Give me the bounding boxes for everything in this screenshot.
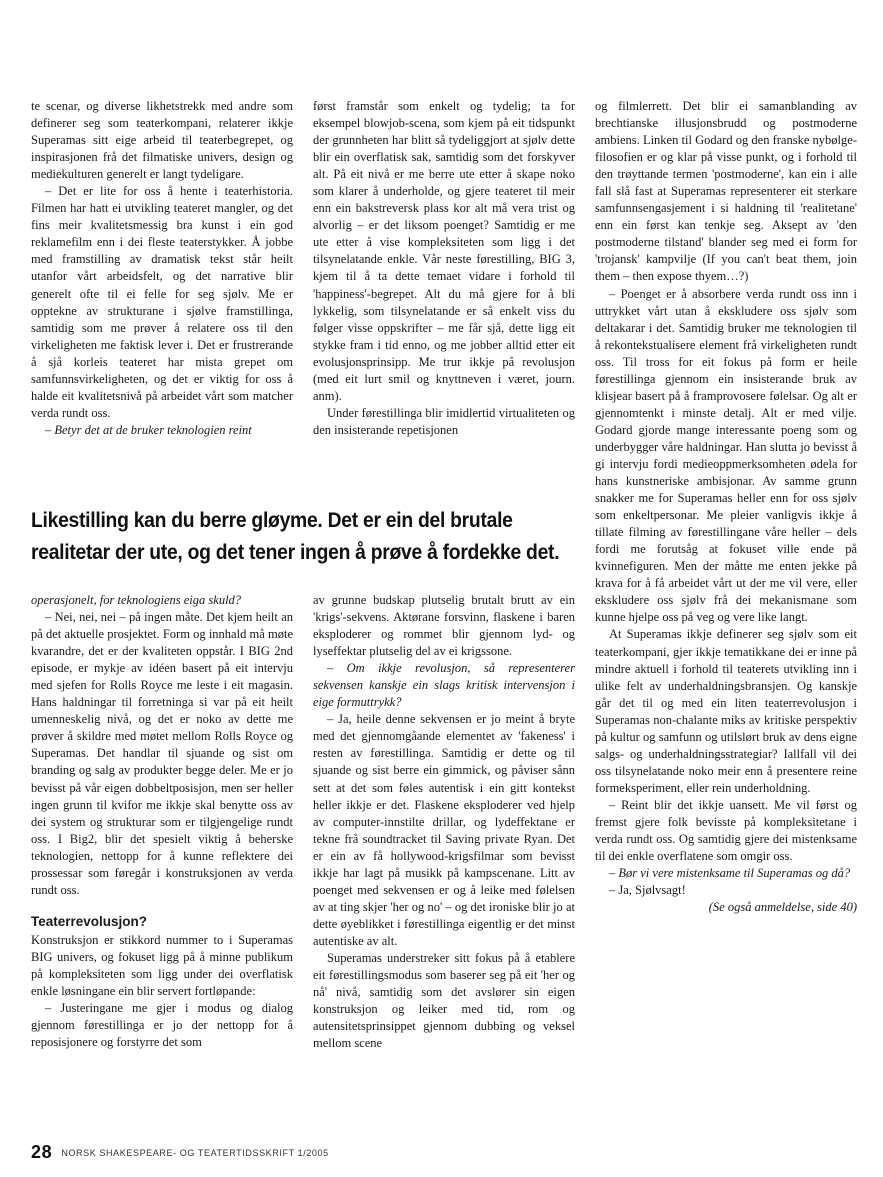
question-text: operasjonelt, for teknologiens eiga skuld? bbox=[31, 593, 242, 607]
column-3 bbox=[595, 98, 857, 916]
paragraph: – Ja, heile denne sekvensen er jo meint å bryte med det gjennomgåande elementet av 'fakeness' i resten av førestillinga. Samtidig er dette og til sjuande og sist berre ein gimmick, og påviser sånn sett at det som føles autentisk i ein gitt kontekst heller ikkje er det. Flaskene eksploderer ved hjelp av computer-innstilte drillar, og lydeffektane er tekne frå soundtracket til Saving private Ryan. Det er ein av få hollywood-krigsfilmar som bevisst ikkje har lagt på musikk på kampscenane. Litt av poenget med sekvensen er og å leike med følelsen av at ting skjer 'her og no' – og det ironiske blir jo at dette øyeblikket i førestillinga eigentlig er det minst autentiske av alt. bbox=[313, 712, 575, 948]
question-text: – Om ikkje revolusjon, så representerer sekvensen kanskje ein slags kritisk intervensjon i eige formuttrykk? bbox=[313, 661, 575, 710]
column-2-top bbox=[313, 98, 575, 439]
paragraph: – Nei, nei, nei – på ingen måte. Det kjem heilt an på det aktuelle prosjektet. Form og innhald må møte kvarandre, det er der kvaliteten oppstår. I BIG 2nd episode, er mykje av idéen basert på eit intervju med sjefen for Rolls Royce me leste i eit magasin. Hans haldningar til forretninga si var på eit heilt umenneskelig nivå, og det er noko av dette me prøver å skildre med møtet mellom Rolls Royce og Superamas. Det handlar til sjuande og sist om branding og salg av produkter begge deler. Me er jo bevisst på vår eigen dobbeltposisjon, men ser heller ingen grunn til kvifor me ikkje skal benytte oss av dei system og strukturar som er tilgjengelige rundt oss. I Big2, blir det spesielt viktig å beherske teknologien, nettopp for å kunne reflektere dei prossessar som føregår i konstruksjonen av verda rundt oss. bbox=[31, 610, 293, 897]
journal-title: NORSK SHAKESPEARE- OG TEATERTIDSSKRIFT 1/2005 bbox=[61, 1148, 329, 1158]
question bbox=[31, 592, 293, 609]
paragraph: og filmlerrett. Det blir ei samanblanding av brechtianske illusjonsbrudd og postmoderne ambiens. Linken til Godard og den franske nybølge-filosofien er og klar på visse punkt, og i forhold til den trøyttande termen 'postmoderne', kan ein i alle fall slå fast at Superamas representerer eit sterkare samfunnsengasjement i si haldning til 'realitetane' enn ein først kan tenkje seg. Aksept av 'den postmoderne tilstand' blander seg med ei form for 'trojansk' kampvilje (If you can't beat them, join them – then expose thyem…?) bbox=[595, 99, 857, 284]
column-1-top bbox=[31, 98, 293, 439]
page-number: 28 bbox=[31, 1142, 53, 1162]
paragraph: Under førestillinga blir imidlertid virtualiteten og den insisterande repetisjonen bbox=[313, 405, 575, 437]
paragraph: – Poenget er å absorbere verda rundt oss inn i uttrykket vårt utan å ekskludere oss sjølv som deltakarar i det. Samtidig bruker me teknologien til å rekontekstualisere element frå virkeligheten rundt oss. Til tross for eit fokus på form er heile førestillinga gjennom ein insisterande bruk av klisjear basert på å framprovosere følelsar. Og alt er gjennomtenkt i minste detalj. Alt er med vilje. Godard gjorde mange interessante poeng som og underbygger våre haldningar. Han slutta jo bevisst å gi intervju fordi medieoppmerksomheten ødela for hans kunstneriske ambisjonar. Av samme grunn snakker me for Superamas heller enn for oss sjølv som enkeltpersonar. Me pleier vanligvis ikkje å tillate filming av førestillingane våre heller – dels fordi me forutsåg at fokuset ville ende på kvinnefiguren. Men der måtte me enten jekke på krava for å få arbeidet vårt ut der me vil vere, eller ekskludere oss sjølv frå dei mekanismane som kunne hjelpe oss på veg og vere like langt. bbox=[595, 286, 857, 625]
paragraph: At Superamas ikkje definerer seg sjølv som eit teaterkompani, gjer ikkje tematikkane dei er inne på mindre aktuell i forhold til teaterets utvikling inn i ulike felt av underhaldningsbransjen. Og kanskje går det til og med ein liten teaterrevolusjon i Superamas non-chalante miks av kritiske perspektiv på kultur og samfunn og utilslørt bruk av dens eigne salgs- og underhaldningsstrategiar? Iallfall vil dei oss tilsynelatande noko meir enn å presentere reine formeksperiment, eller rein underholdning. bbox=[595, 627, 857, 795]
question-text: – Bør vi vere mistenksame til Superamas og då? bbox=[609, 866, 851, 881]
subheading: Teaterrevolusjon? bbox=[31, 913, 148, 929]
paragraph: Superamas understreker sitt fokus på å etablere eit førestillingsmodus som baserer seg på eit 'her og nå' nivå, samtidig som det avslører sin eigen konstruksjon og leiker med tid, rom og autensitetsprinsippet gjennom dubbing og veksel mellom scene bbox=[313, 950, 575, 1051]
pull-quote: Likestilling kan du berre gløyme. Det er ein del brutale realitetar der ute, og det tener ingen å prøve å fordekke det. bbox=[31, 509, 560, 564]
paragraph: – Reint blir det ikkje uansett. Me vil først og fremst gjere folk bevisste på kompleksitetane i verda rundt oss. Og samtidig gjere dei mistenksame til dei enkle overflatene som omgir oss. bbox=[595, 797, 857, 864]
column-2-bottom bbox=[313, 592, 575, 1052]
question bbox=[31, 422, 293, 439]
question bbox=[313, 660, 575, 711]
paragraph: Konstruksjon er stikkord nummer to i Superamas BIG univers, og fokuset ligg på å minne publikum på kompleksiteten som ligg under dei overflatisk enkle løsningane ein blir servert fortløpande: bbox=[31, 932, 293, 999]
column-1-bottom bbox=[31, 592, 293, 1051]
question-text: – Betyr det at de bruker teknologien reint bbox=[45, 422, 252, 437]
paragraph: – Det er lite for oss å hente i teaterhistoria. Filmen har hatt ei utvikling teateret mangler, og det fins meir kvalitetsmessig bra kunst i ein god reklamefilm enn i dei fleste teaterstykker. Å jobbe med framstilling av dramatisk tekst står heilt utanfor vårt arbeidsfelt, og det narrative blir generelt ofte til ei felle for seg sjølv. Me er opptekne av strukturane i sjølve framstillinga, samtidig som me prøver å relatere oss til den virkeligheten me faktisk lever i. Det er frustrerande å sjå korleis teateret har mista grepet om samfunnsvirkeligheten, og det er viktig for oss å halde eit kvalitetsnivå på arbeidet vårt som matcher verda rundt oss. bbox=[31, 184, 293, 420]
paragraph: av grunne budskap plutselig brutalt brutt av ein 'krigs'-sekvens. Aktørane forsvinn, flaskene i baren eksploderer og rommet blir gjennom lyd- og lyseffektar plutselig del av ei krigssone. bbox=[313, 593, 575, 659]
paragraph: først framstår som enkelt og tydelig; ta for eksempel blowjob-scena, som kjem på eit tidspunkt der grunnheten har blitt så tydeliggjort at sjølv dette blir ein overflatisk sak, samtidig som det forskyver alt. På eit nivå er me berre ute etter å skape noko som klarer å underholde, og gjere teateret til meir enn ein bakstreversk plass kor alt må vera trist og alvorlig – er det liksom poenget? Samtidig er me ute etter å vise kompleksiteten som ligg i det tilsynelatande enkle. Vår neste førestilling, BIG 3, kjem til å ta dette temaet vidare i forhold til 'happiness'-begrepet. Alt du må gjere for å bli lykkelig, som tilsynelatande er så enkelt viss du følger visse oppskrifter – me får sjå, dette ligg eit stykke fram i tid enno, og me jobber alltid etter eit evolusjonsprinsipp. Me trur ikkje på revolusjon (med eit lurt smil og knyttneven i været, journ. anm). bbox=[313, 99, 575, 403]
paragraph: – Ja, Sjølvsagt! bbox=[609, 883, 686, 898]
paragraph: – Justeringane me gjer i modus og dialog gjennom førestillinga er jo der nettopp for å reposisjonere og forstyrre det som bbox=[31, 1001, 293, 1050]
cross-reference: (Se også anmeldelse, side 40) bbox=[708, 900, 857, 915]
question bbox=[595, 865, 857, 882]
page-footer bbox=[31, 1142, 329, 1163]
paragraph: te scenar, og diverse likhetstrekk med andre som definerer seg som teaterkompani, relaterer ikkje Superamas sitt eige arbeid til teaterbegrepet, og inspirasjonen frå det filmatiske univers, design og mediekulturen generelt er langt tydeligare. bbox=[31, 99, 293, 182]
